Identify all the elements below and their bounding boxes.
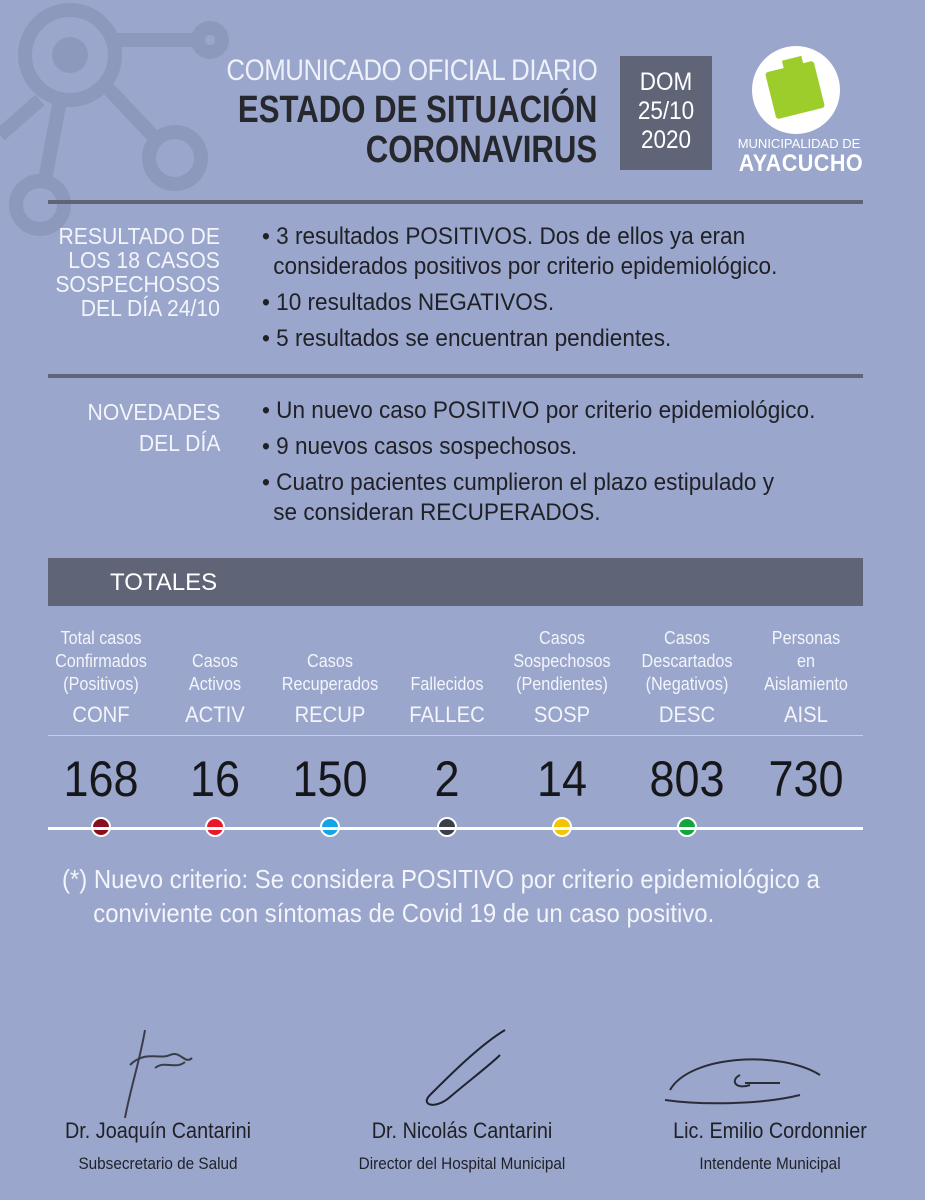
total-label-line: (Positivos) <box>63 674 139 694</box>
total-label-line: (Negativos) <box>645 674 729 694</box>
total-column-desc <box>629 626 745 728</box>
total-column-fallec <box>389 626 505 728</box>
total-value: 803 <box>649 751 725 807</box>
header-title: ESTADO DE SITUACIÓN <box>237 89 597 131</box>
total-column-aisl <box>748 626 864 728</box>
bullet-item-continuation: se consideran RECUPERADOS. <box>273 499 601 526</box>
total-value: 2 <box>434 751 460 807</box>
total-label-line: en <box>796 651 816 671</box>
total-abbr: RECUP <box>294 702 366 727</box>
total-label-line: Total casos <box>60 628 142 648</box>
bullet-item: • 3 resultados POSITIVOS. Dos de ellos ya eran <box>262 223 746 250</box>
header-title-coronavirus: CORONAVIRUS <box>365 129 597 171</box>
signature-nicolas <box>410 1025 520 1125</box>
signature-role: Intendente Municipal <box>699 1154 841 1173</box>
total-label-line: Sospechosos <box>513 651 611 671</box>
total-abbr: CONF <box>72 702 130 727</box>
total-label-line: Casos <box>664 628 710 648</box>
total-label-line: Recuperados <box>281 674 379 694</box>
results-label-line: RESULTADO DE <box>58 223 220 249</box>
signature-role: Subsecretario de Salud <box>78 1154 238 1173</box>
total-label-line: (Pendientes) <box>516 674 608 694</box>
bullet-item: • 5 resultados se encuentran pendientes. <box>262 325 672 352</box>
results-label-line: LOS 18 CASOS <box>68 247 220 273</box>
total-label <box>754 626 858 696</box>
total-label-line: Casos <box>307 651 353 671</box>
total-label-line: Descartados <box>641 651 733 671</box>
totals-header-bar <box>48 558 863 606</box>
divider <box>48 374 863 378</box>
signature-name: Lic. Emilio Cordonnier <box>673 1118 867 1143</box>
totals-title: TOTALES <box>110 569 218 596</box>
bullet-item: • Cuatro pacientes cumplieron el plazo estipulado y <box>262 469 775 496</box>
signature-role: Director del Hospital Municipal <box>358 1154 566 1173</box>
total-value: 16 <box>189 751 241 807</box>
criteria-note-line: conviviente con síntomas de Covid 19 de un caso positivo. <box>93 898 715 928</box>
total-label-line: Casos <box>192 651 238 671</box>
date-year: 2020 <box>640 126 692 154</box>
total-label <box>635 626 739 696</box>
municipal-logo <box>732 46 872 181</box>
total-label-line: Confirmados <box>55 651 147 671</box>
results-bullets <box>262 222 810 354</box>
divider <box>48 200 863 204</box>
date-weekday: DOM <box>639 68 693 96</box>
news-bullets <box>262 396 851 528</box>
total-label <box>49 626 153 696</box>
header-subtitle: COMUNICADO OFICIAL DIARIO <box>225 54 597 87</box>
color-dot-line <box>48 827 863 830</box>
signature-name: Dr. Joaquín Cantarini <box>64 1118 251 1143</box>
total-value: 168 <box>63 751 139 807</box>
logo-text-ayacucho: AYACUCHO <box>738 150 864 177</box>
news-label-line: DEL DÍA <box>138 430 220 456</box>
total-abbr: FALLEC <box>409 702 485 727</box>
criteria-note <box>62 862 820 930</box>
total-label <box>395 626 499 696</box>
logo-text-municipalidad: MUNICIPALIDAD DE <box>737 136 861 151</box>
total-label <box>163 626 267 696</box>
signature-joaquin <box>100 1020 210 1120</box>
total-column-conf <box>43 626 159 728</box>
total-abbr: SOSP <box>533 702 591 727</box>
results-label-line: DEL DÍA 24/10 <box>80 295 220 321</box>
total-column-sosp <box>504 626 620 728</box>
total-label-line: Aislamiento <box>764 674 848 694</box>
total-column-recup <box>272 626 388 728</box>
bullet-item: • 10 resultados NEGATIVOS. <box>262 289 555 316</box>
news-label <box>87 400 220 455</box>
bullet-item: • Un nuevo caso POSITIVO por criterio epidemiológico. <box>262 397 816 424</box>
results-label <box>55 224 220 320</box>
date-day-month: 25/10 <box>637 97 695 125</box>
total-label <box>510 626 614 696</box>
bullet-item-continuation: considerados positivos por criterio epidemiológico. <box>273 253 778 280</box>
results-label-line: SOSPECHOSOS <box>55 271 220 297</box>
totals-separator <box>48 735 863 736</box>
total-label-line: Fallecidos <box>410 674 484 694</box>
total-abbr: AISL <box>784 702 828 727</box>
total-column-activ <box>157 626 273 728</box>
total-label-line: Personas <box>771 628 841 648</box>
total-abbr: ACTIV <box>185 702 245 727</box>
total-value: 150 <box>292 751 368 807</box>
signature-emilio <box>660 1045 830 1115</box>
total-label-line: Casos <box>539 628 585 648</box>
news-label-line: NOVEDADES <box>87 399 220 425</box>
bullet-item: • 9 nuevos casos sospechosos. <box>262 433 578 460</box>
total-label-line: Activos <box>188 674 242 694</box>
signature-name: Dr. Nicolás Cantarini <box>371 1118 553 1143</box>
total-value: 730 <box>768 751 844 807</box>
total-label <box>278 626 382 696</box>
criteria-note-line: (*) Nuevo criterio: Se considera POSITIVO por criterio epidemiológico a <box>62 864 820 894</box>
total-abbr: DESC <box>658 702 716 727</box>
date-box <box>620 56 712 170</box>
total-value: 14 <box>536 751 588 807</box>
